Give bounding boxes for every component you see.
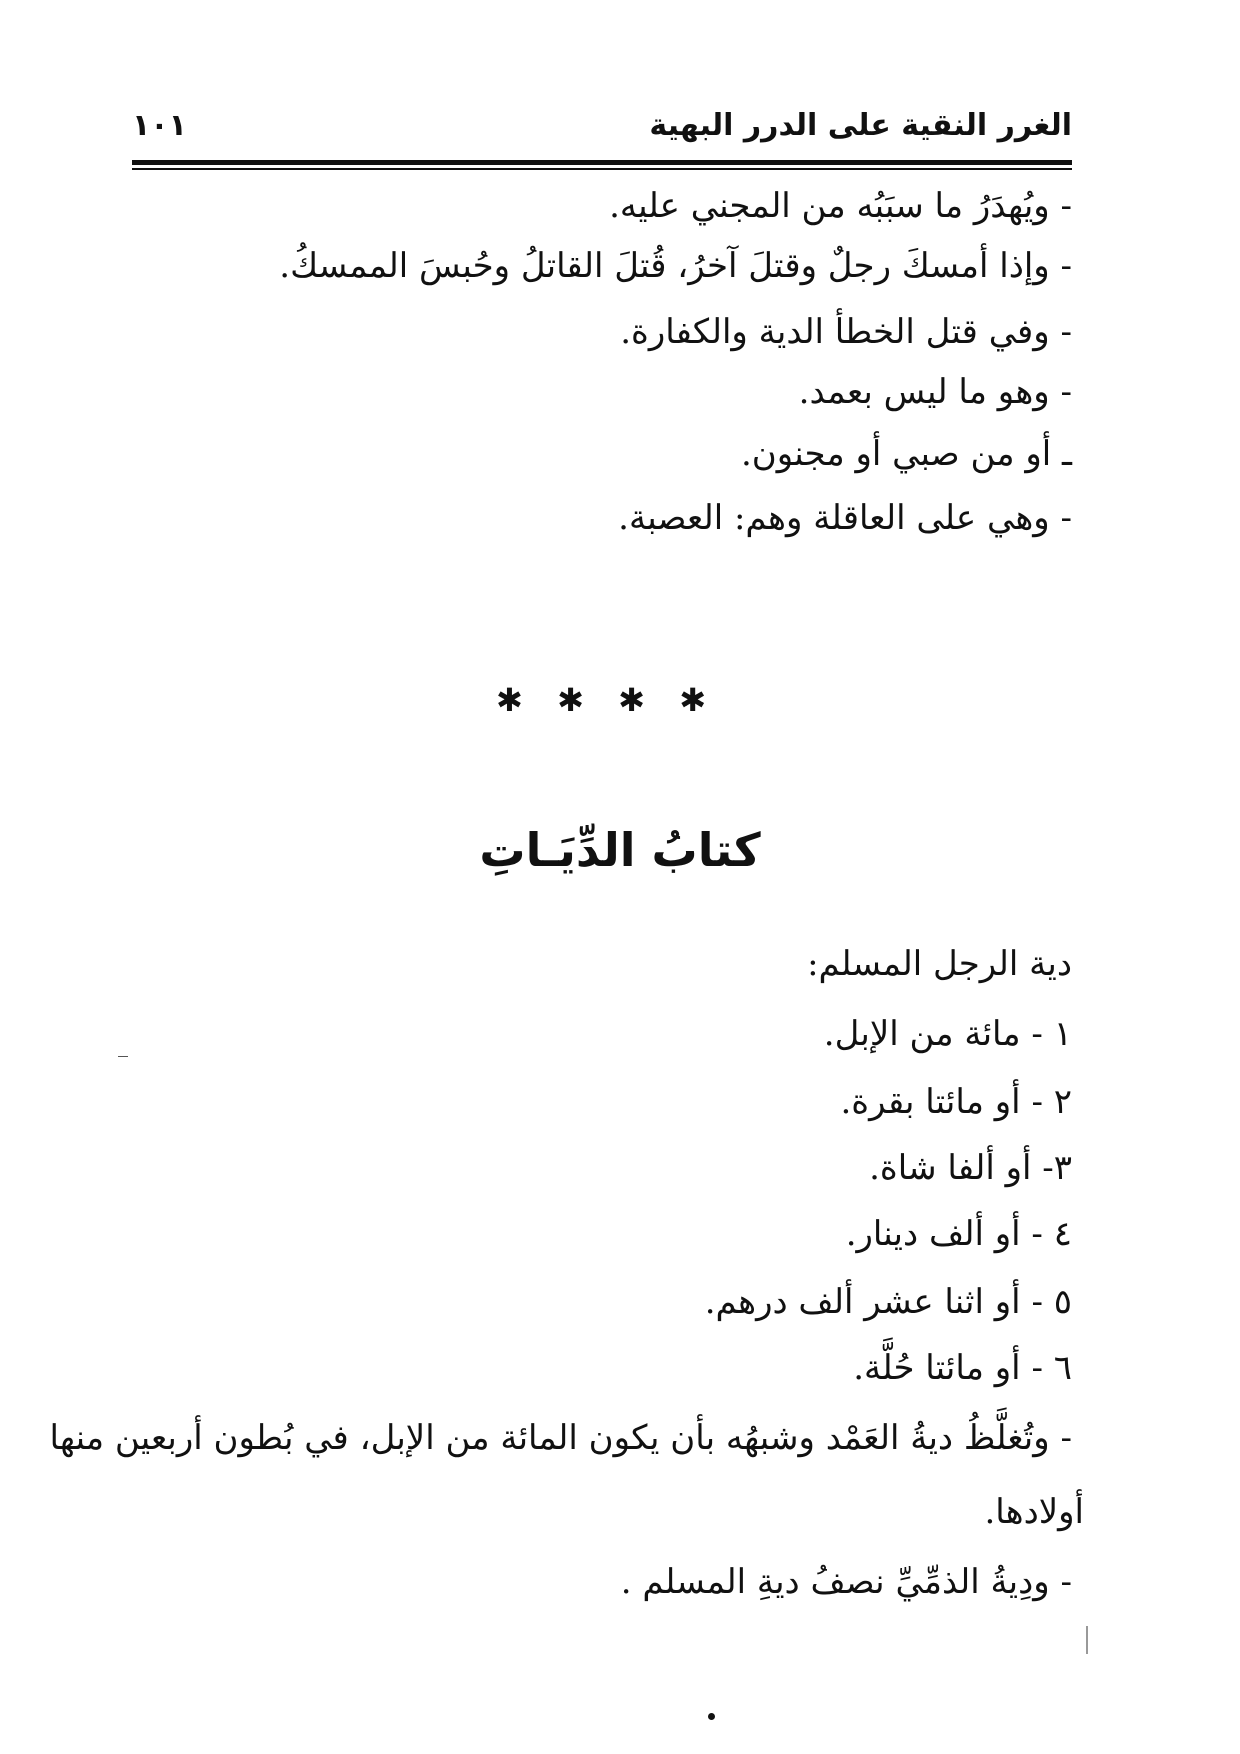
dhimmi-diya-line: - ودِيةُ الذمِّيِّ نصفُ ديةِ المسلم . [620, 1562, 1072, 1602]
asterisk-icon: ✱ [618, 681, 645, 719]
diyat-item-1: ١ - مائة من الإبل. [823, 1014, 1072, 1054]
diyat-item-2: ٢ - أو مائتا بقرة. [840, 1082, 1072, 1122]
diyat-item-6: ٦ - أو مائتا حُلَّة. [853, 1348, 1072, 1388]
aggravation-line-2: أولادها. [984, 1492, 1084, 1532]
asterisk-icon: ✱ [679, 681, 706, 719]
section-divider [496, 680, 706, 720]
text-line-4: - وهو ما ليس بعمد. [798, 372, 1072, 412]
header-rule-thick [132, 160, 1072, 165]
margin-mark [1086, 1626, 1088, 1654]
aggravation-line-1: - وتُغلَّظُ ديةُ العَمْد وشبهُه بأن يكون المائة من الإبل، في بُطون أربعين منها [49, 1418, 1072, 1458]
chapter-heading: كتابُ الدِّيَـاتِ [479, 823, 761, 877]
footer-dot [708, 1713, 715, 1720]
diyat-intro: دية الرجل المسلم: [807, 944, 1072, 984]
page-number: ١٠١ [132, 108, 187, 143]
diyat-item-3: ٣- أو ألفا شاة. [869, 1148, 1072, 1188]
asterisk-icon: ✱ [496, 681, 523, 719]
header-rule-thin [132, 168, 1072, 170]
text-line-2: - وإذا أمسكَ رجلٌ وقتلَ آخرُ، قُتلَ القاتلُ وحُبسَ الممسكُ. [279, 246, 1072, 286]
diyat-item-4: ٤ - أو ألف دينار. [845, 1214, 1072, 1254]
text-line-1: - ويُهدَرُ ما سبَبُه من المجني عليه. [609, 186, 1072, 226]
diyat-item-5: ٥ - أو اثنا عشر ألف درهم. [704, 1282, 1072, 1322]
text-line-6: - وهي على العاقلة وهم: العصبة. [618, 498, 1072, 538]
running-header-title: الغرر النقية على الدرر البهية [649, 108, 1072, 143]
text-line-3: - وفي قتل الخطأ الدية والكفارة. [620, 312, 1072, 352]
asterisk-icon: ✱ [557, 681, 584, 719]
stray-mark [118, 1056, 128, 1057]
text-line-5: ـ أو من صبي أو مجنون. [740, 434, 1072, 474]
